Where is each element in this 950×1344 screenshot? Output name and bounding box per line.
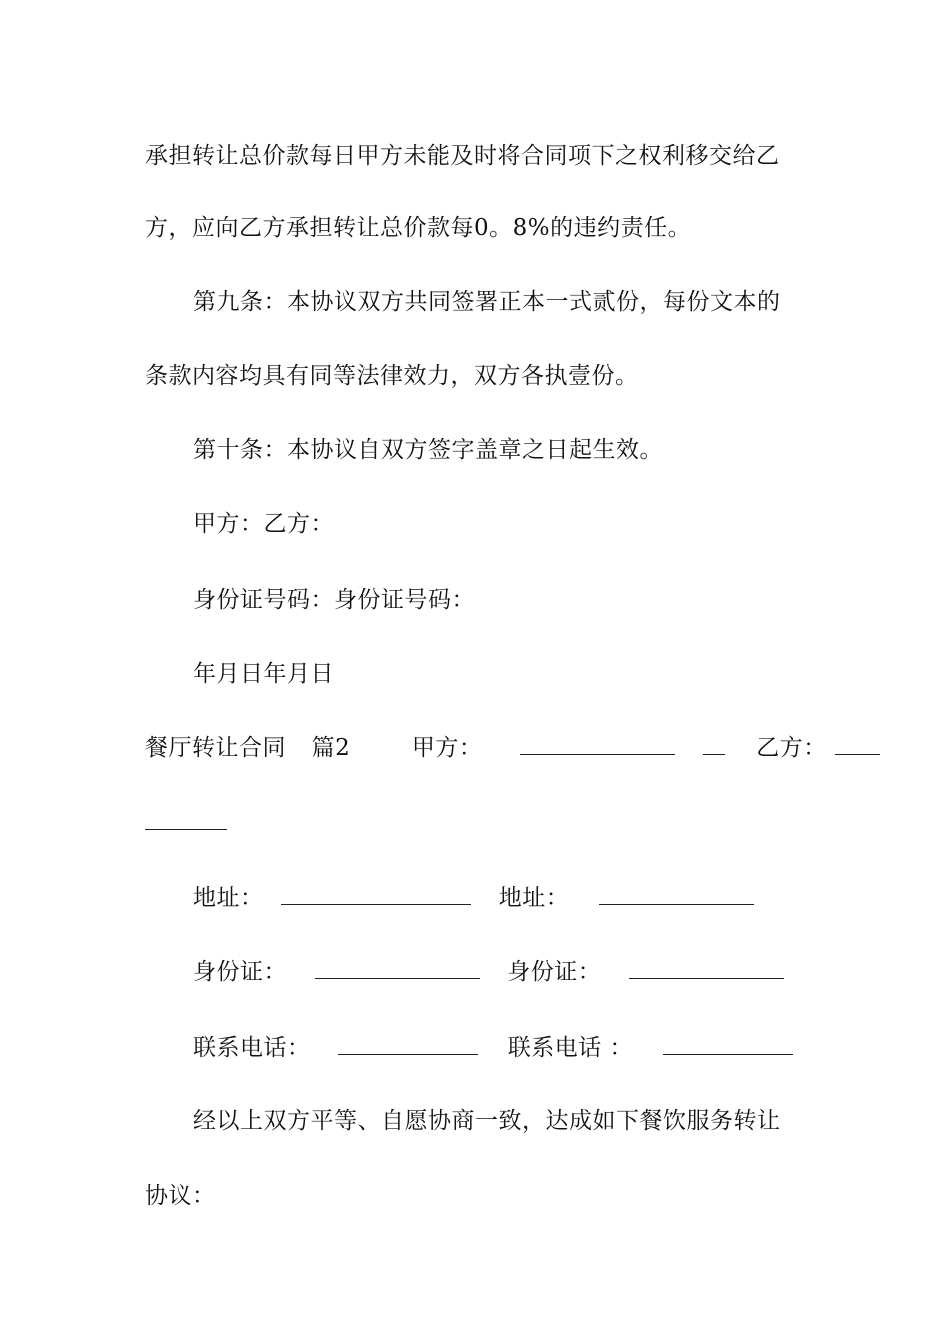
party-a-blank-extra: [703, 734, 725, 755]
paragraph-line: 条款内容均具有同等法律效力，双方各执壹份。: [145, 363, 639, 389]
agreement-line: 经以上双方平等、自愿协商一致，达成如下餐饮服务转让: [193, 1108, 781, 1134]
id-line: [193, 957, 784, 987]
id-blank-a: [315, 958, 480, 979]
party-signature-line: 甲方：乙方：: [193, 511, 334, 537]
paragraph-line: 承担转让总价款每日甲方未能及时将合同项下之权利移交给乙: [145, 143, 780, 169]
address-label-a: 地址：: [193, 885, 264, 911]
clause-nine-line: 第九条：本协议双方共同签署正本一式贰份，每份文本的: [193, 289, 781, 315]
agreement-line-end: 协议：: [145, 1183, 216, 1209]
phone-label-b: 联系电话 ：: [507, 1035, 634, 1061]
id-label-a: 身份证：: [193, 959, 287, 985]
contract2-header-line: [145, 733, 880, 763]
party-a-blank: [520, 734, 675, 755]
clause-ten-line: 第十条：本协议自双方签字盖章之日起生效。: [193, 437, 663, 463]
party-b-blank: [835, 734, 880, 755]
address-blank-a: [281, 884, 471, 905]
date-signature-line: 年月日年月日: [193, 661, 334, 687]
paragraph-line: 方，应向乙方承担转让总价款每0。8%的违约责任。: [145, 215, 692, 241]
id-label-b: 身份证：: [507, 959, 602, 985]
address-line: [193, 883, 754, 913]
address-blank-b: [599, 884, 754, 905]
party-a-label: 甲方：: [411, 735, 483, 761]
phone-label-a: 联系电话：: [193, 1035, 311, 1061]
address-label-b: 地址：: [498, 885, 570, 911]
phone-blank-a: [338, 1034, 478, 1055]
party-b-blank-continued: [145, 809, 227, 830]
phone-blank-b: [663, 1034, 793, 1055]
id-number-signature-line: 身份证号码：身份证号码：: [193, 587, 475, 613]
contract2-title: 餐厅转让合同: [145, 735, 286, 761]
id-blank-b: [629, 958, 784, 979]
party-b-label: 乙方：: [756, 735, 827, 761]
contract2-part-label: 篇2: [311, 735, 351, 761]
party-b-blank-continued-line: [145, 808, 227, 838]
phone-line: [193, 1033, 793, 1063]
